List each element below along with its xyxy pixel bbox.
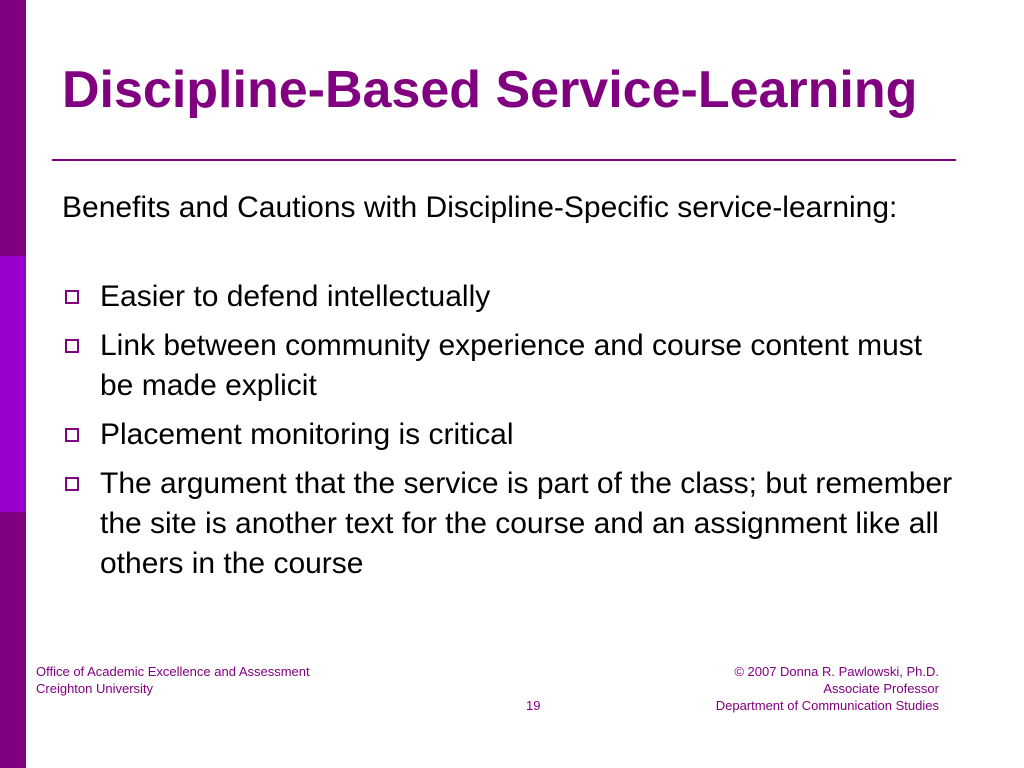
bullet-text: Link between community experience and course content must be made explicit bbox=[100, 329, 923, 402]
bullet-text: Placement monitoring is critical bbox=[100, 418, 514, 451]
side-accent-bar-bottom bbox=[0, 512, 26, 768]
footer-position: Associate Professor bbox=[823, 681, 939, 696]
bullet-list bbox=[62, 277, 962, 593]
list-item bbox=[62, 277, 962, 317]
footer-office: Office of Academic Excellence and Assessment bbox=[36, 664, 310, 679]
intro-text: Benefits and Cautions with Discipline-Specific service-learning: bbox=[62, 191, 898, 224]
footer-right bbox=[716, 663, 939, 714]
footer-left bbox=[36, 663, 310, 697]
bullet-text: Easier to defend intellectually bbox=[100, 280, 491, 313]
list-item bbox=[62, 464, 962, 584]
slide-title: Discipline-Based Service-Learning bbox=[62, 61, 918, 119]
list-item bbox=[62, 415, 962, 455]
hollow-square-bullet-icon bbox=[65, 477, 79, 491]
footer-department: Department of Communication Studies bbox=[715, 698, 939, 713]
footer-university: Creighton University bbox=[36, 681, 154, 696]
hollow-square-bullet-icon bbox=[65, 428, 79, 442]
list-item bbox=[62, 326, 962, 406]
footer-copyright: © 2007 Donna R. Pawlowski, Ph.D. bbox=[734, 664, 939, 679]
side-accent-bar-middle bbox=[0, 256, 26, 512]
title-divider bbox=[52, 159, 956, 161]
bullet-text: The argument that the service is part of the class; but remember the site is another text for the course and an assignment like all others in the course bbox=[100, 467, 953, 580]
hollow-square-bullet-icon bbox=[65, 339, 79, 353]
page-number: 19 bbox=[526, 698, 541, 713]
side-accent-bar-top bbox=[0, 0, 26, 256]
hollow-square-bullet-icon bbox=[65, 290, 79, 304]
